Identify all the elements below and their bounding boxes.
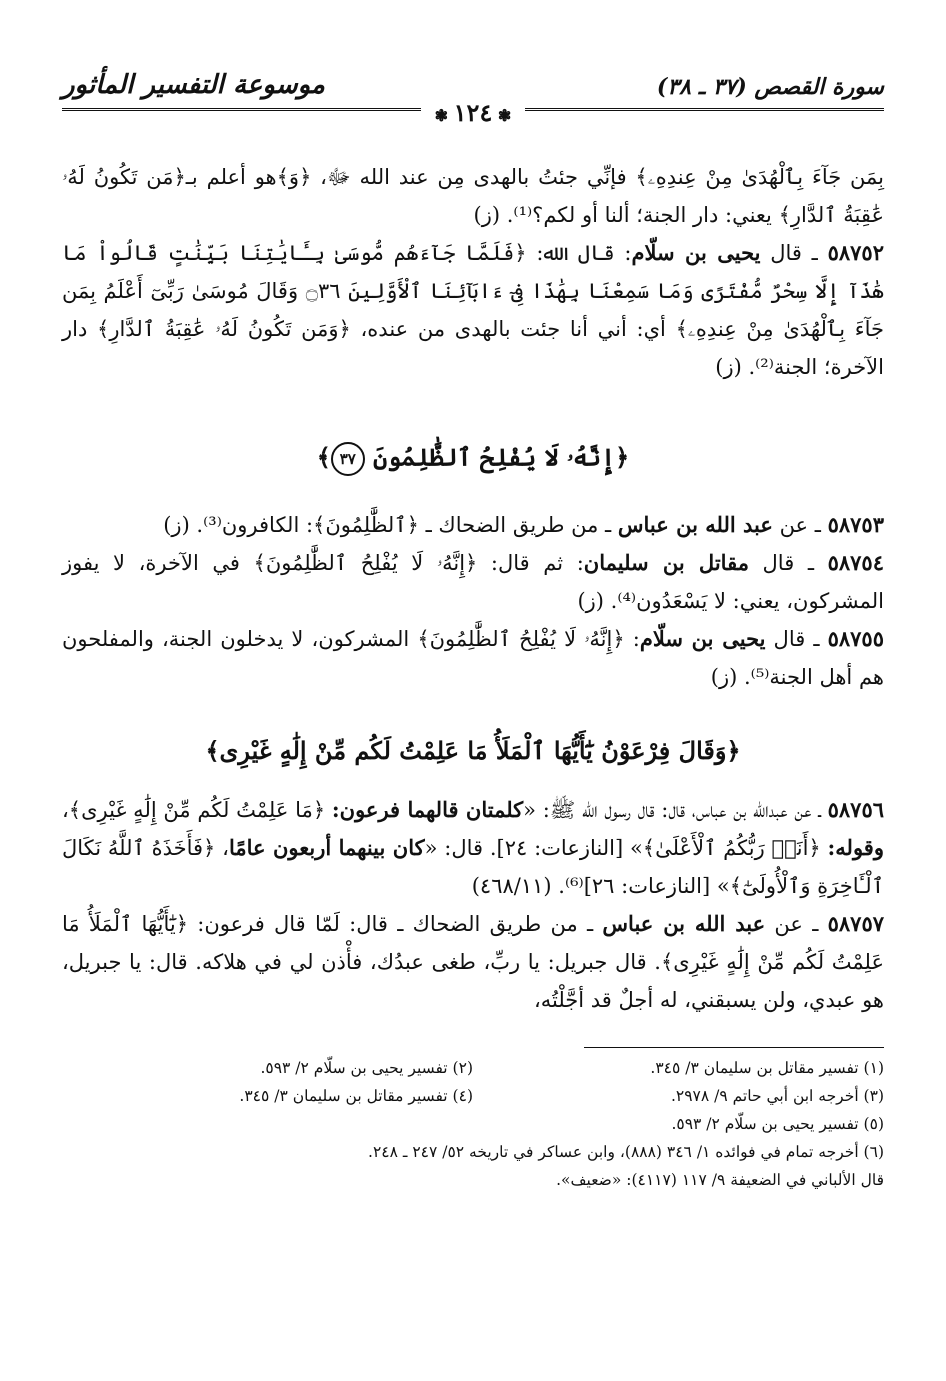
- surah-title: سورة القصص (٣٧ ـ ٣٨): [656, 74, 884, 100]
- paragraph-continuation: بِمَن جَآءَ بِٱلْهُدَىٰ مِنْ عِندِهِۦ﴾ فإنِّي جئتُ بالهدى مِن عند الله ﷻ، ﴿وَ﴾هو أعلم بـ﴿مَن تَكُونُ لَهُۥ عَٰقِبَةُ ٱلدَّارِ﴾ يعني: دار الجنة؛ ألنا أو لكم؟⁽¹⁾. (ز): [62, 165, 884, 227]
- footnote-row: [62, 1082, 884, 1110]
- quran-verse-heading: [62, 442, 884, 476]
- footnotes: [62, 1054, 884, 1194]
- narrator-name: مقاتل بن سليمان: [583, 550, 749, 575]
- narration-text: ـ من طريق الضحاك ـ ﴿ٱلظَّٰلِمُونَ﴾: الكافرون⁽³⁾. (ز): [163, 513, 618, 537]
- footnote-3: (٣) أخرجه ابن أبي حاتم ٩/ ٢٩٧٨.: [670, 1087, 884, 1105]
- narration-58756: [62, 791, 884, 905]
- footnote-5: (٥) تفسير يحيى بن سلّام ٢/ ٥٩٣.: [671, 1115, 884, 1133]
- narration-intro: ـ عن: [772, 513, 828, 537]
- footnote-2: (٢) تفسير يحيى بن سلّام ٢/ ٥٩٣.: [260, 1059, 473, 1077]
- page-header: [62, 60, 884, 127]
- narration-text: : قال الله: ﴿فَلَمَّا جَآءَهُم مُّوسَىٰ بِـَٔايَٰتِنَا بَيِّنَٰتٍ قَالُواْ مَا هَٰذَآ إِلَّا سِحْرٌ مُّفْتَرًى وَمَا سَمِعْنَا بِهَٰذَا فِىٓ ءَابَآئِنَا ٱلْأَوَّلِينَ ۝٣٦ وَقَالَ مُوسَىٰ رَبِّىٓ أَعْلَمُ بِمَن جَآءَ بِٱلْهُدَىٰ مِنْ عِندِهِۦ﴾ أي: أني أنا جئت بالهدى من عنده، ﴿وَمَن تَكُونُ لَهُۥ عَٰقِبَةُ ٱلدَّارِ﴾ دار الآخرة؛ الجنة⁽²⁾. (ز): [62, 241, 884, 379]
- verse-text: ﴿إِنَّهُۥ لَا يُفْلِحُ ٱلظَّٰلِمُونَ: [373, 442, 630, 472]
- narration-intro: ـ قال: [760, 241, 828, 265]
- ornament-icon: ❃: [492, 106, 512, 125]
- narration-text: ﴿مَا عَلِمْتُ لَكُم مِّنْ إِلَٰهٍ غَيْرِى﴾،: [62, 798, 332, 822]
- footnote-6: (٦) أخرجه تمام في فوائده ١/ ٣٤٦ (٨٨٨)، وابن عساكر في تاريخه ٥٢/ ٢٤٧ ـ ٢٤٨.: [368, 1143, 884, 1161]
- narration-58752: [62, 234, 884, 386]
- ornament-icon: ❃: [434, 106, 454, 125]
- page-number-wrap: [62, 98, 884, 127]
- narration-intro: ـ قال: [765, 627, 828, 651]
- footnote-1: (١) تفسير مقاتل بن سليمان ٣/ ٣٤٥.: [650, 1059, 884, 1077]
- narration-text: : ثم قال: ﴿إِنَّهُۥ لَا يُفْلِحُ ٱلظَّٰلِمُونَ﴾ في الآخرة، لا يفوز المشركون، يعني: لا يَسْعَدُون⁽⁴⁾. (ز): [62, 551, 884, 613]
- ayah-number-icon: ٣٧: [331, 442, 365, 476]
- narration-text: ـ عن عبدالله بن عباس، قال: قال رسول الله ﷺ: «: [523, 798, 828, 822]
- narration-text: ﴿أَنَا۠ رَبُّكُمُ ٱلْأَعْلَىٰ﴾» [النازعات: ٢٤]. قال: «: [424, 836, 828, 860]
- narrator-name: عبد الله بن عباس: [602, 911, 766, 936]
- narration-number: ٥٨٧٥٧: [827, 911, 885, 936]
- narration-intro: ـ عن: [765, 912, 828, 936]
- footnote-6-continued: قال الألباني في الضعيفة ٩/ ١١٧ (٤١١٧): «ضعيف».: [556, 1171, 884, 1189]
- quran-verse-heading-2: ﴿وَقَالَ فِرْعَوْنُ يَٰٓأَيُّهَا ٱلْمَلَأُ مَا عَلِمْتُ لَكُم مِّنْ إِلَٰهٍ غَيْرِى﴾: [205, 736, 741, 765]
- narration-number: ٥٨٧٥٦: [827, 797, 885, 822]
- narration-58754: [62, 544, 884, 620]
- narrator-name: يحيى بن سلّام: [631, 240, 761, 265]
- narration-number: ٥٨٧٥٥: [827, 626, 884, 651]
- narration-text: ، ﴿فَأَخَذَهُ ٱللَّهُ نَكَالَ ٱلْـَٔاخِرَةِ وَٱلْأُولَىٰٓ﴾» [النازعات: ٢٦]⁽⁶⁾. (٤٦٨/١١): [62, 836, 884, 898]
- book-title: موسوعة التفسير المأثور: [62, 70, 325, 100]
- verse-close: ﴾: [316, 442, 331, 472]
- narration-58753: [62, 506, 884, 544]
- footnote-row: [62, 1054, 884, 1082]
- narration-number: ٥٨٧٥٤: [827, 550, 884, 575]
- page-number-frame: [421, 98, 526, 127]
- narration-58755: [62, 620, 884, 696]
- footnote-4: (٤) تفسير مقاتل بن سليمان ٣/ ٣٤٥.: [239, 1087, 473, 1105]
- narrator-name: يحيى بن سلّام: [639, 626, 766, 651]
- narration-number: ٥٨٧٥٣: [827, 512, 884, 537]
- footnote-rule: [584, 1047, 884, 1048]
- hadith-bold: وقوله:: [827, 835, 884, 860]
- hadith-bold: كان بينهما أربعون عامًا: [228, 835, 425, 860]
- narration-text: ـ من طريق الضحاك ـ قال: لَمّا قال فرعون: ﴿يَٰٓأَيُّهَا ٱلْمَلَأُ مَا عَلِمْتُ لَكُم مِّنْ إِلَٰهٍ غَيْرِى﴾. قال جبريل: يا ربِّ، طغى عبدُك، فأْذن لي في هلاكه. قال: يا جبريل، هو عبدي، ولن يسبقني، له أجلٌ قد أجَّلْتُه،: [62, 912, 884, 1012]
- narration-58757: [62, 905, 884, 1019]
- narration-number: ٥٨٧٥٢: [827, 240, 884, 265]
- narrator-name: عبد الله بن عباس: [617, 512, 773, 537]
- page-number: ١٢٤: [453, 98, 493, 127]
- narration-intro: ـ قال: [748, 551, 828, 575]
- book-page: [62, 60, 884, 1194]
- hadith-bold: كلمتان قالهما فرعون:: [331, 797, 524, 822]
- narration-text: : ﴿إِنَّهُۥ لَا يُفْلِحُ ٱلظَّٰلِمُونَ﴾ المشركون، لا يدخلون الجنة، والمفلحون هم أهل الجنة⁽⁵⁾. (ز): [62, 627, 884, 689]
